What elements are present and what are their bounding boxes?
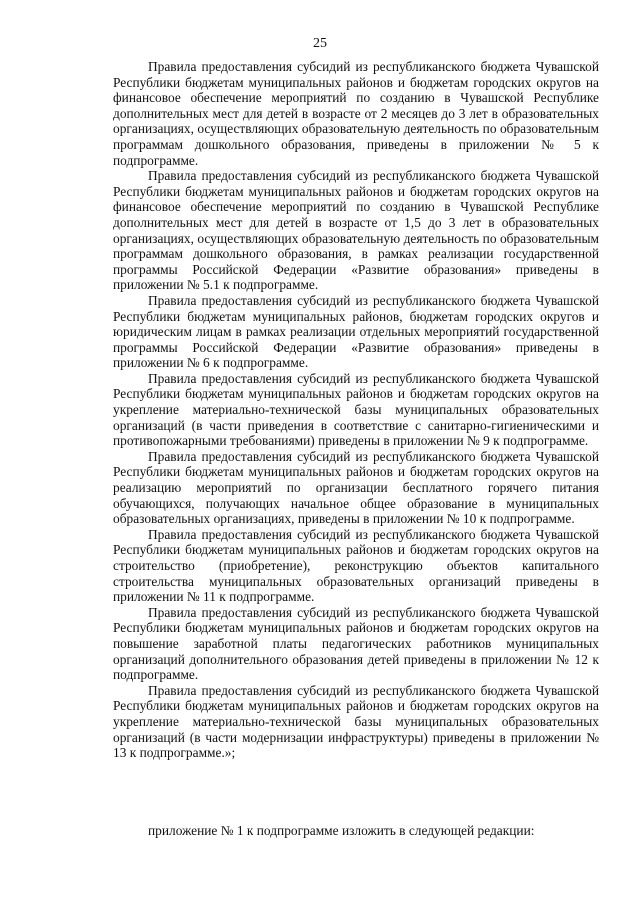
page-number: 25 (313, 36, 327, 51)
paragraph-4: Правила предоставления субсидий из республиканского бюджета Чувашской Республики бюджетам муниципальных районов и бюджетам городских округов на укрепление материально-технической базы муниципальных образовательных организаций (в части приведения в соответствие с санитарно-гигиеническими и противопожарными требованиями) приведены в приложении № 9 к подпрограмме. (113, 370, 599, 449)
document-body (113, 59, 599, 761)
paragraph-6: Правила предоставления субсидий из республиканского бюджета Чувашской Республики бюджетам муниципальных районов и бюджетам городских округов на строительство (приобретение), реконструкцию объектов капитального строительства муниципальных образовательных организаций приведены в приложении № 11 к подпрограмме. (113, 526, 599, 605)
final-instruction-line: приложение № 1 к подпрограмме изложить в следующей редакции: (148, 823, 535, 838)
paragraph-8: Правила предоставления субсидий из республиканского бюджета Чувашской Республики бюджетам муниципальных районов и бюджетам городских округов на укрепление материально-технической базы муниципальных образовательных организаций (в части модернизации инфраструктуры) приведены в приложении № 13 к подпрограмме.»; (113, 682, 599, 761)
paragraph-3: Правила предоставления субсидий из республиканского бюджета Чувашской Республики бюджетам муниципальных районов, бюджетам городских округов и юридическим лицам в рамках реализации отдельных мероприятий государственной программы Российской Федерации «Развитие образования» приведены в приложении № 6 к подпрограмме. (113, 292, 599, 371)
paragraph-1: Правила предоставления субсидий из республиканского бюджета Чувашской Республики бюджетам муниципальных районов и бюджетам городских округов на финансовое обеспечение мероприятий по созданию в Чувашской Республике дополнительных мест для детей в возрасте от 2 месяцев до 3 лет в образовательных организациях, осуществляющих образовательную деятельность по образовательным программам дошкольного образования, приведены в приложении № 5 к подпрограмме. (113, 59, 599, 168)
paragraph-7: Правила предоставления субсидий из республиканского бюджета Чувашской Республики бюджетам муниципальных районов и бюджетам городских округов на повышение заработной платы педагогических работников муниципальных организаций дополнительного образования детей приведены в приложении № 12 к подпрограмме. (113, 604, 599, 683)
paragraph-5: Правила предоставления субсидий из республиканского бюджета Чувашской Республики бюджетам муниципальных районов и бюджетам городских округов на реализацию мероприятий по организации бесплатного горячего питания обучающихся, получающих начальное общее образование в муниципальных образовательных организациях, приведены в приложении № 10 к подпрограмме. (113, 448, 599, 527)
paragraph-2: Правила предоставления субсидий из республиканского бюджета Чувашской Республики бюджетам муниципальных районов и бюджетам городских округов на финансовое обеспечение мероприятий по созданию в Чувашской Республике дополнительных мест для детей в возрасте от 1,5 до 3 лет в образовательных организациях, осуществляющих образовательную деятельность по образовательным программам дошкольного образования, в рамках реализации государственной программы Российской Федерации «Развитие образования» приведены в приложении № 5.1 к подпрограмме. (113, 168, 599, 293)
